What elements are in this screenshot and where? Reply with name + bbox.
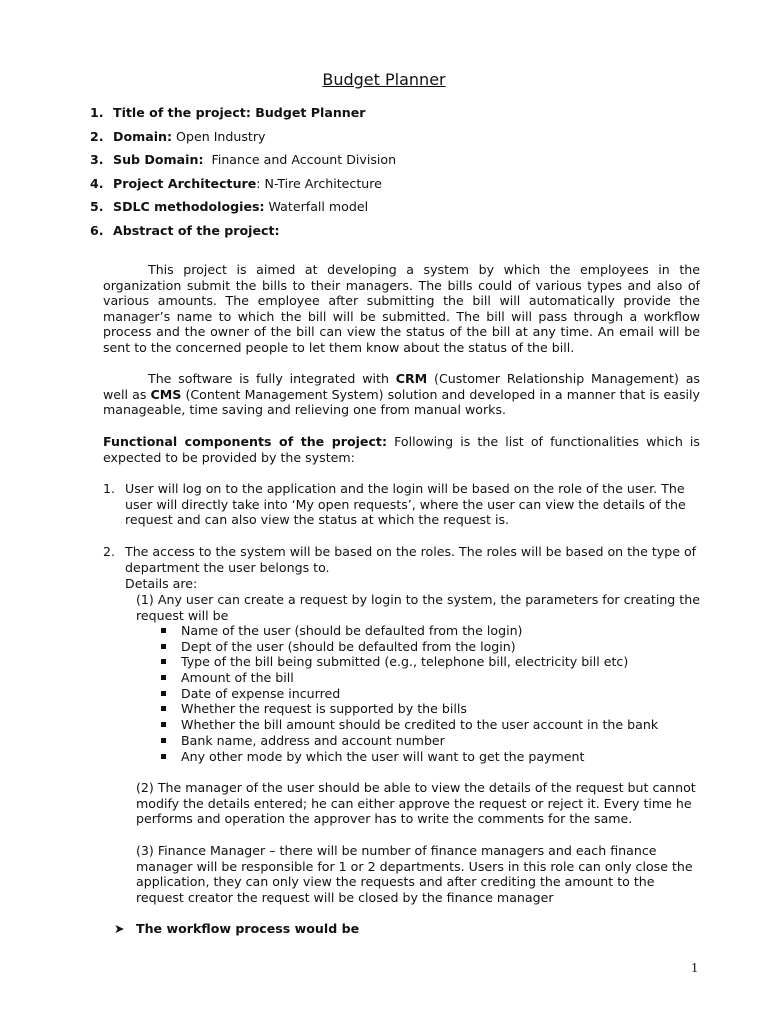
sub-point-2: (2) The manager of the user should be able to view the details of the request but cannot modify the details entered; he can either approve the request or reject it. Every time he performs and operation the approver has to write the comments for the same. xyxy=(136,780,696,827)
list-number: 2. xyxy=(103,544,116,559)
item-label: Title of the project: xyxy=(113,105,251,120)
project-info-item xyxy=(90,175,396,199)
item-value: Open Industry xyxy=(172,128,266,144)
list-item: Dept of the user (should be defaulted from the login) xyxy=(158,639,658,655)
abstract-paragraph-2 xyxy=(103,371,700,418)
list-item-2-text: The access to the system will be based on the roles. The roles will be based on the type of department the user belongs to. xyxy=(125,544,697,575)
project-info-list xyxy=(90,104,396,246)
project-info-item xyxy=(90,128,396,152)
item-value: Budget Planner xyxy=(250,105,366,120)
list-item: Any other mode by which the user will want to get the payment xyxy=(158,749,658,765)
item-label: SDLC methodologies: xyxy=(113,199,265,215)
list-number: 1. xyxy=(103,481,116,496)
list-item: Type of the bill being submitted (e.g., telephone bill, electricity bill etc) xyxy=(158,654,658,670)
project-info-item xyxy=(90,151,396,175)
list-item: Whether the request is supported by the bills xyxy=(158,701,658,717)
item-number: 3. xyxy=(90,152,104,168)
sub-point-1: (1) Any user can create a request by login to the system, the parameters for creating the request will be xyxy=(136,592,700,623)
abstract-text: (Customer Relationship Management) as well as xyxy=(103,371,700,402)
list-item: Bank name, address and account number xyxy=(158,733,658,749)
item-number: 6. xyxy=(90,222,104,238)
item-number: 1. xyxy=(90,105,104,120)
functional-heading: Functional components of the project: xyxy=(103,434,387,449)
item-label: Abstract of the project: xyxy=(113,222,280,238)
item-number: 4. xyxy=(90,175,104,191)
item-number: 5. xyxy=(90,199,104,215)
item-number: 2. xyxy=(90,128,104,144)
page-title: Budget Planner xyxy=(322,70,446,89)
item-value: : N-Tire Architecture xyxy=(256,175,382,191)
cms-term: CMS xyxy=(150,386,182,402)
workflow-heading xyxy=(114,920,359,938)
list-item: Whether the bill amount should be credited to the user account in the bank xyxy=(158,717,658,733)
item-value: Finance and Account Division xyxy=(203,152,397,168)
workflow-text: The workflow process would be xyxy=(136,921,360,936)
project-info-item xyxy=(90,222,396,246)
request-parameters-list xyxy=(158,623,658,764)
sub-point-3: (3) Finance Manager – there will be number of finance managers and each finance manager will be responsible for 1 or 2 departments. Users in this role can only close the application, they can only view the requests and after crediting the amount to the request creator the request will be closed by the finance manager xyxy=(136,843,693,905)
details-label: Details are: xyxy=(125,576,198,591)
abstract-text: (Content Management System) solution and developed in a manner that is easily manageable, time saving and relieving one from manual works. xyxy=(103,386,700,418)
functional-components-paragraph xyxy=(103,434,700,465)
item-label: Project Architecture xyxy=(113,175,257,191)
abstract-text: The software is fully integrated with xyxy=(148,371,396,386)
arrow-bullet-icon: ➤ xyxy=(114,921,125,936)
page-number: 1 xyxy=(691,961,698,976)
list-item-1-text: User will log on to the application and the login will be based on the role of the user. The user will directly take into ‘My open requests’, where the user can view the details of the request and can also view the status at which the request is. xyxy=(125,481,686,528)
item-value: Waterfall model xyxy=(264,199,369,215)
abstract-paragraph-1: This project is aimed at developing a system by which the employees in the organization submit the bills to their managers. The bills could of various types and also of various amounts. The employee after submitting the bill will automatically provide the manager’s name to which the bill will be submitted. The bill will pass through a workflow process and the owner of the bill can view the status of the bill at any time. An email will be sent to the concerned people to let them know about the status of the bill. xyxy=(103,262,700,355)
list-item: Name of the user (should be defaulted from the login) xyxy=(158,623,658,639)
item-label: Domain: xyxy=(113,128,173,144)
list-item: Amount of the bill xyxy=(158,670,658,686)
project-info-item xyxy=(90,104,396,128)
functional-text: Following is the list of functionalities which is expected to be provided by the system: xyxy=(103,434,700,465)
crm-term: CRM xyxy=(395,371,428,386)
project-info-item xyxy=(90,198,396,222)
list-item: Date of expense incurred xyxy=(158,686,658,702)
item-label: Sub Domain: xyxy=(113,152,204,168)
